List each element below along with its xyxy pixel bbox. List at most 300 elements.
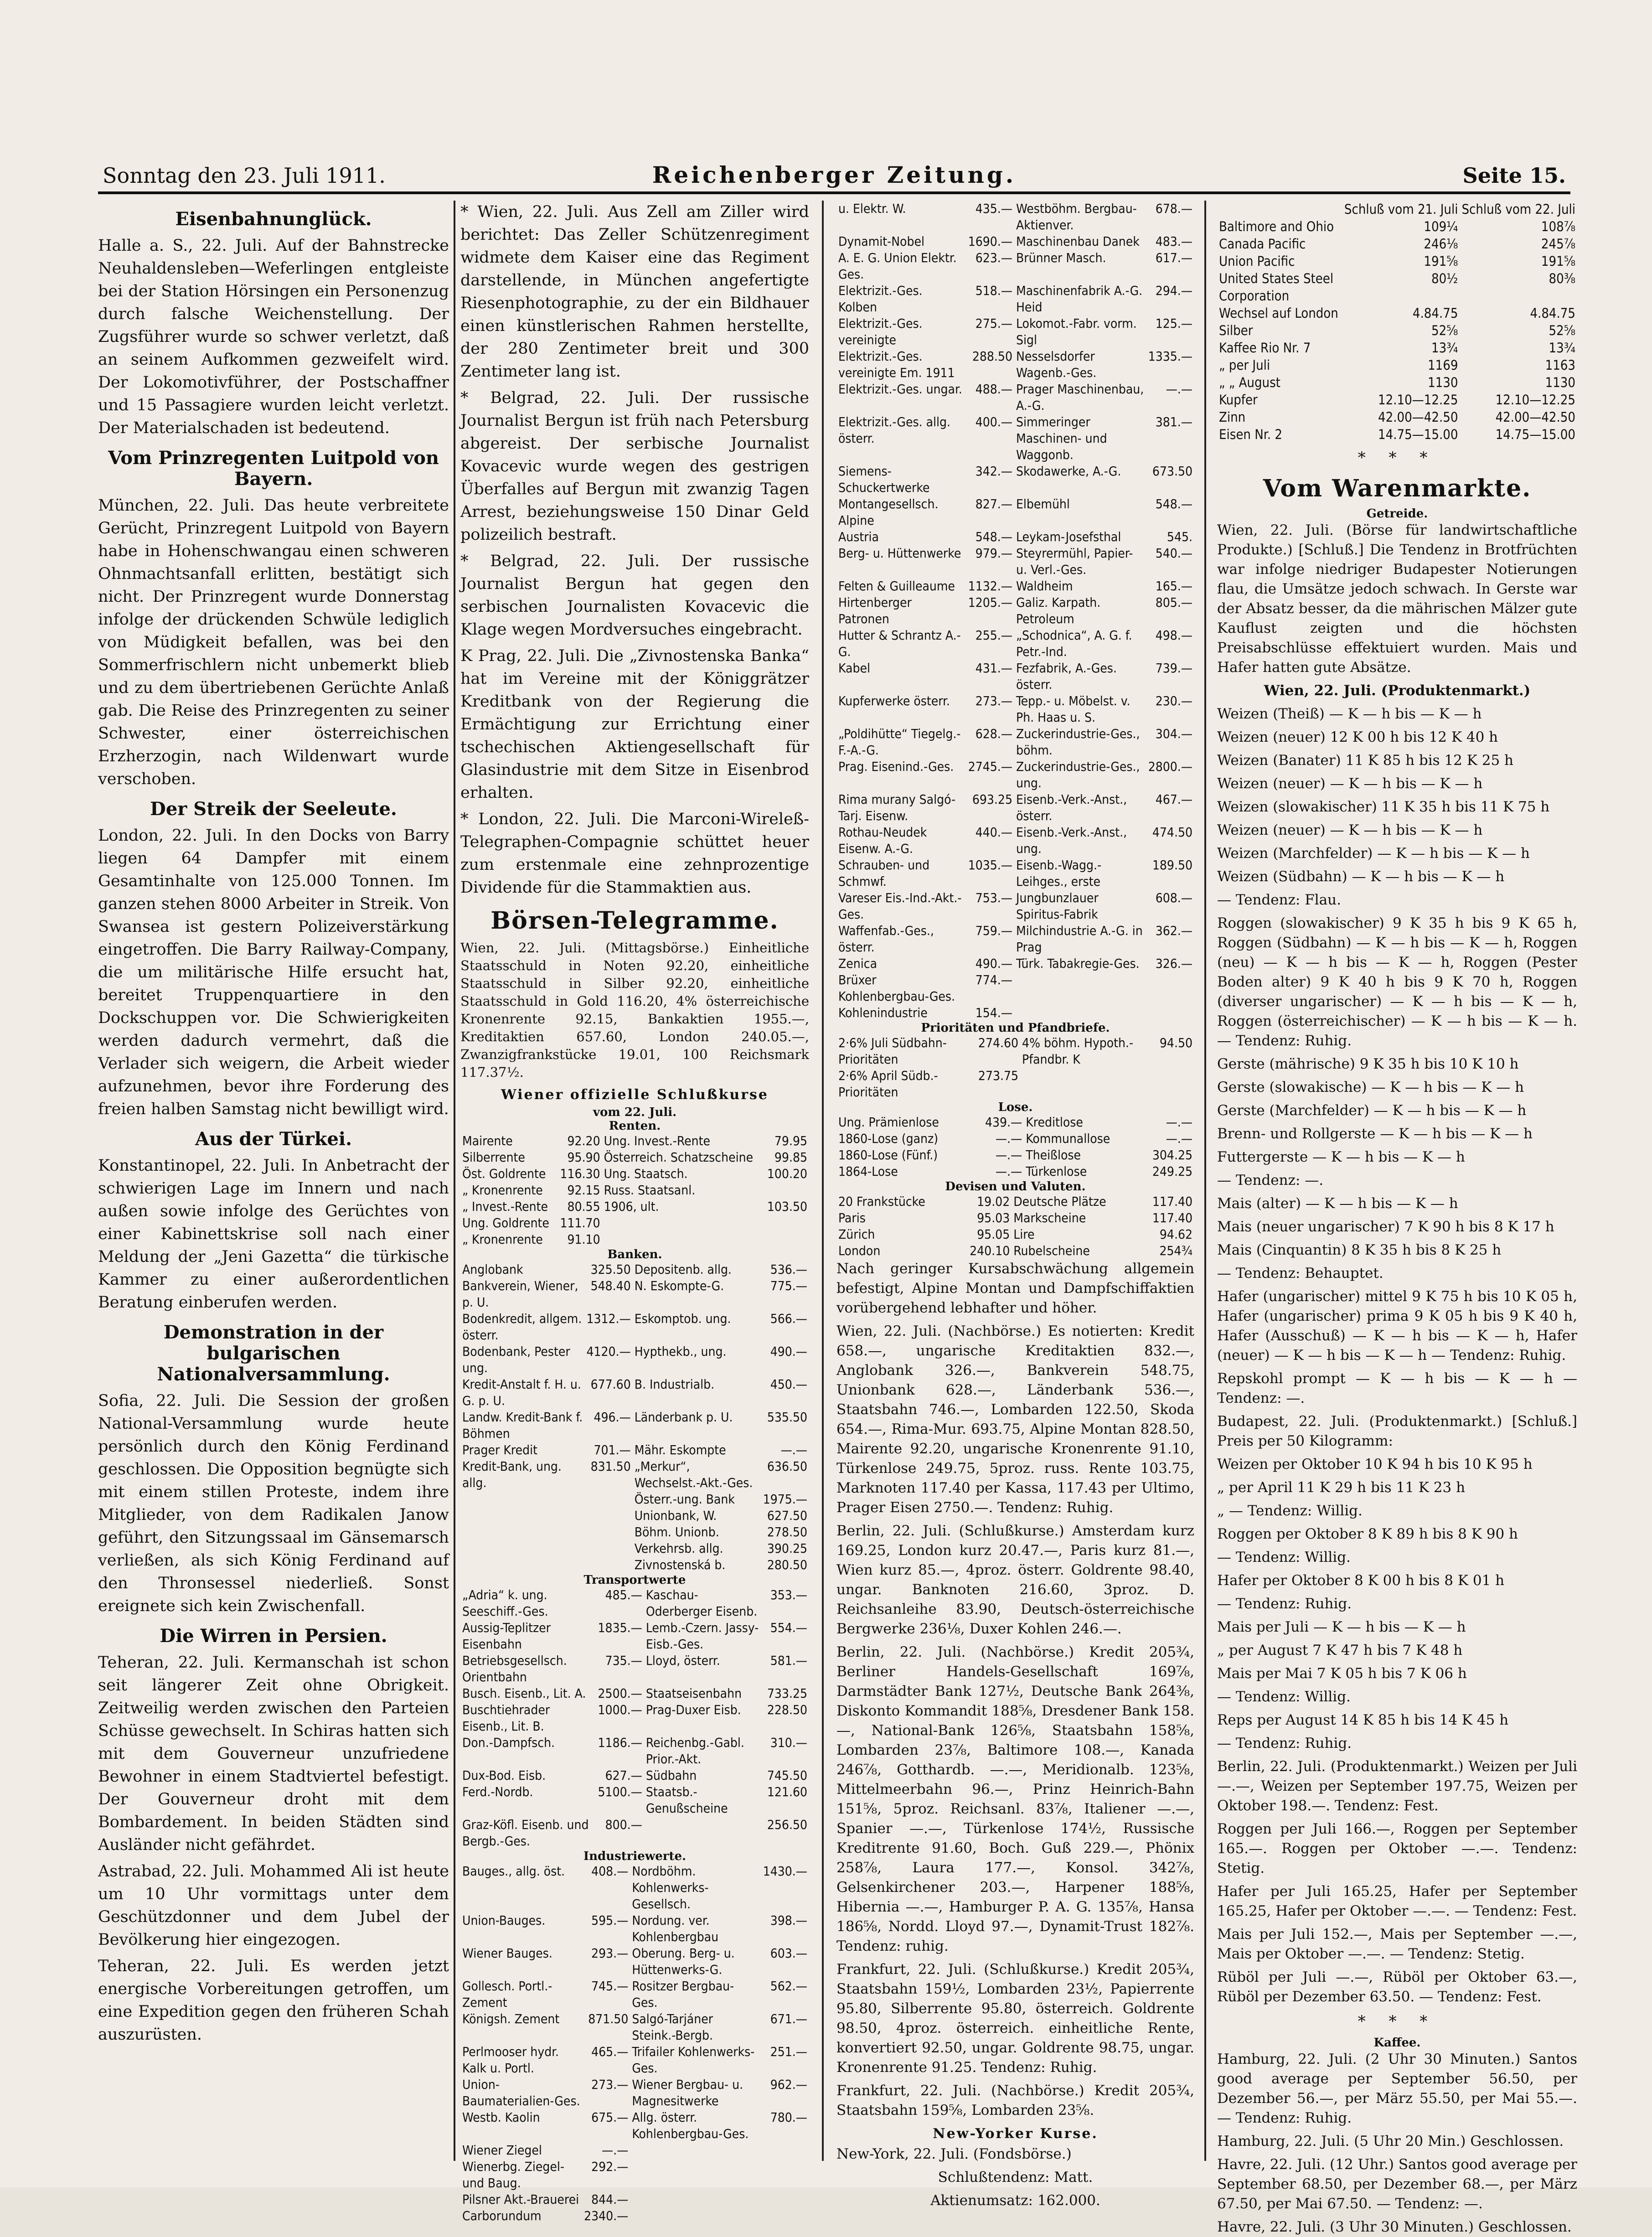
- security-name: Österreich. Schatzscheine: [604, 1149, 754, 1165]
- security-name: „Adria“ k. ung. Seeschiff.-Ges.: [462, 1587, 548, 1619]
- article-title: Demonstration in der bulgarischen Nationalversammlung.: [157, 1322, 390, 1385]
- section-title-boerse: Börsen-Telegramme.: [490, 907, 779, 935]
- price-value: 310.—: [770, 1735, 807, 1750]
- price-value: 274.60: [978, 1035, 1019, 1050]
- table-row: [460, 2109, 809, 2142]
- renten-title: Renten.: [609, 1119, 661, 1133]
- table-row: [460, 1133, 809, 1149]
- price-value: 548.—: [1155, 496, 1193, 511]
- security-name: Berg- u. Hüttenwerke: [838, 546, 961, 561]
- security-name: Don.-Dampfsch.: [462, 1735, 555, 1750]
- security-name: Prager Kredit: [462, 1442, 537, 1457]
- security-name: Eisen Nr. 2: [1219, 427, 1282, 442]
- price-value: 408.—: [591, 1863, 629, 1879]
- table-row: [460, 1166, 809, 1182]
- price-value: 117.40: [1152, 1210, 1193, 1225]
- security-name: Graz-Köfl. Eisenb. und Bergb.-Ges.: [462, 1817, 589, 1849]
- price-value: 490.—: [770, 1343, 807, 1359]
- security-name: Nesselsdorfer Wagenb.-Ges.: [1016, 349, 1097, 380]
- price-value: 19.02: [977, 1194, 1010, 1209]
- price-value: 1312.—: [586, 1311, 631, 1326]
- security-name: Länderbank p. U.: [634, 1409, 733, 1425]
- table-row: [1217, 391, 1577, 408]
- security-name: Bodenkredit, allgem. österr.: [462, 1311, 582, 1343]
- price-value: 52⅝: [1431, 323, 1458, 338]
- price-value: 362.—: [1155, 923, 1193, 938]
- table-row: [460, 1685, 809, 1702]
- security-name: Türkenlose: [1026, 1164, 1087, 1179]
- price-value: 439.—: [985, 1115, 1022, 1130]
- price-value: 554.—: [770, 1620, 807, 1635]
- article-title: Der Streik der Seeleute.: [150, 798, 397, 820]
- price-value: 627.50: [767, 1508, 807, 1523]
- article-body: London, 22. Juli. In den Docks von Barry liegen 64 Dampfer mit einem Gesamtinhalte von 125.000 Tonnen. Im ganzen stehen 8000 Arbeiter in Streik. Von Swansea ist gestern Polizeiverstärkung eingetroffen. Die Barry Railway-Company, die um militärische Hilfe ersucht hat, bereitet Truppenquartiere in den Dockschuppen vor. Die Schwierigkeiten werden dadurch vermehrt, daß die Verlader sich weigern, die Arbeit wieder aufzunehmen, bevor ihre Forderung des freien halben Samstag nicht bewilligt wird.: [98, 827, 449, 1118]
- security-name: Simmeringer Maschinen- und Waggonb.: [1016, 414, 1107, 462]
- price-value: 800.—: [605, 1817, 642, 1832]
- security-name: Schrauben- und Schmwf.: [838, 858, 930, 889]
- table-row: [836, 496, 1194, 529]
- price-value: 12.10—12.25: [1495, 392, 1575, 408]
- security-name: Maschinenfabrik A.-G. Heid: [1016, 283, 1143, 315]
- price-value: 116.30: [560, 1166, 600, 1181]
- renten-table: [460, 1133, 809, 1248]
- security-name: [630, 2142, 761, 2159]
- price-value: 566.—: [770, 1311, 807, 1326]
- price-value: 275.—: [975, 316, 1012, 331]
- table-row: [836, 348, 1194, 381]
- price-value: 100.20: [767, 1166, 807, 1181]
- price-value: 246⅛: [1424, 236, 1458, 252]
- security-name: Depositenb. allg.: [634, 1261, 732, 1277]
- security-name: Staatseisenbahn: [645, 1685, 742, 1701]
- security-name: Bankverein, Wiener, p. U.: [462, 1278, 578, 1310]
- table-row: [1217, 408, 1577, 426]
- market-line: Roggen per Oktober 8 K 89 h bis 8 K 90 h: [1217, 1525, 1518, 1542]
- table-row: [460, 1491, 809, 1508]
- article-title: Vom Prinzregenten Luitpold von Bayern.: [108, 447, 439, 490]
- table-row: [460, 1587, 809, 1620]
- table-row: [460, 1620, 809, 1653]
- price-value: 844.—: [591, 2191, 629, 2207]
- security-name: Elektrizit.-Ges. vereinigte Em. 1911: [838, 349, 955, 380]
- price-value: 617.—: [1155, 250, 1193, 265]
- price-value: 191⅝: [1541, 253, 1575, 269]
- security-name: Lloyd, österr.: [645, 1653, 720, 1668]
- table-row: [460, 1343, 809, 1376]
- price-value: —.—: [780, 1442, 807, 1457]
- security-name: Austria: [838, 529, 879, 544]
- price-value: 733.25: [767, 1685, 807, 1701]
- market-line: Mais (alter) — K — h bis — K — h: [1217, 1195, 1458, 1212]
- table-row: [460, 1945, 809, 1978]
- column-rule: [822, 201, 824, 2161]
- price-value: —.—: [1166, 1115, 1193, 1130]
- security-name: „ Kronenrente: [462, 1231, 543, 1247]
- price-value: 326.—: [1155, 956, 1193, 971]
- market-line: Mais per Juli — K — h bis — K — h: [1217, 1618, 1466, 1635]
- price-value: 1205.—: [968, 595, 1012, 610]
- security-name: „ „ August: [1219, 375, 1280, 390]
- price-value: 294.—: [1155, 283, 1193, 298]
- security-name: Gollesch. Portl.-Zement: [462, 1978, 552, 2010]
- price-value: —.—: [995, 1131, 1022, 1146]
- price-value: 774.—: [975, 972, 1012, 987]
- price-value: 1000.—: [598, 1702, 642, 1717]
- price-value: 979.—: [975, 546, 1012, 561]
- table-row: [836, 250, 1194, 283]
- security-name: Staatsb.-Genußscheine: [645, 1784, 728, 1816]
- market-line: „ per August 7 K 47 h bis 7 K 48 h: [1217, 1642, 1463, 1658]
- security-name: Nordböhm. Kohlenwerks-Gesellsch.: [632, 1863, 709, 1912]
- security-name: Zuckerindustrie-Ges., ung.: [1016, 759, 1140, 790]
- market-line: Hamburg, 22. Juli. (5 Uhr 20 Min.) Geschlossen.: [1217, 2133, 1564, 2149]
- news-item: * Wien, 22. Juli. Aus Zell am Ziller wird berichtet: Das Zeller Schützenregiment widmete dem Kaiser eine das Regiment darstellende, in München angefertigte Riesenphotographie, zu der ein Bildhauer einen künstlerischen Rahmen herstellte, der 280 Zentimeter breit und 300 Zentimeter lang ist.: [460, 203, 809, 381]
- price-value: 4.84.75: [1412, 305, 1458, 321]
- security-name: Türk. Tabakregie-Ges.: [1016, 956, 1140, 971]
- security-name: Salgó-Tarjáner Steink.-Bergb.: [632, 2011, 713, 2043]
- table-row: [836, 381, 1194, 414]
- price-value: 2340.—: [584, 2208, 629, 2223]
- security-name: Steyrermühl, Papier- u. Verl.-Ges.: [1016, 546, 1133, 577]
- price-value: 189.50: [1152, 858, 1193, 873]
- table-row: [836, 315, 1194, 348]
- security-name: Königsh. Zement: [462, 2011, 560, 2026]
- market-report: Berlin, 22. Juli. (Nachbörse.) Kredit 205¾, Berliner Handels-Gesellschaft 169⅞, Darmstädter Bank 127½, Deutsche Bank 264⅜, Diskonto Kommandit 188⅝, Dresdener Bank 158.—, National-Bank 126⅝, Staatsbahn 158⅝, Lombarden 23⅞, Baltimore 108.—, Kanada 246⅞, Gotthardb. —.—, Meridionalb. 123⅝, Mittelmeerbahn 96.—, Prinz Heinrich-Bahn 151⅝, 5proz. Reichsanl. 83⅞, Italiener —.—, Spanier —.—, Türkenlose 174½, Russische Kreditrente 91.60, Boch. Guß 229.—, Phönix 258⅞, Laura 177.—, Konsol. 342⅞, Gelsenkirchener 203.—, Harpener 188⅝, Hibernia —.—, Hamburger P. A. G. 135⅞, Hansa 186⅝, Nordd. Lloyd 97.—, Dynamit-Trust 182⅞. Tendenz: ruhig.: [836, 1644, 1194, 1954]
- table-row: [836, 233, 1194, 250]
- security-name: Anglobank: [462, 1261, 523, 1277]
- price-value: 636.50: [767, 1458, 807, 1474]
- security-name: „Merkur“, Wechselst.-Akt.-Ges.: [634, 1458, 753, 1490]
- market-line: Havre, 22. Juli. (3 Uhr 30 Minuten.) Geschlossen.: [1217, 2218, 1572, 2235]
- security-name: Reichenbg.-Gabl. Prior.-Akt.: [645, 1735, 744, 1767]
- table-row: [460, 1231, 809, 1248]
- column-3: [836, 201, 1194, 2209]
- table-row: [460, 1524, 809, 1540]
- price-value: 2500.—: [598, 1685, 642, 1701]
- security-name: Kommunallose: [1026, 1131, 1110, 1146]
- security-name: Union-Bauges.: [462, 1912, 546, 1928]
- price-value: 540.—: [1155, 546, 1193, 561]
- price-value: —.—: [1166, 382, 1193, 397]
- security-name: Ung. Staatsch.: [604, 1166, 688, 1181]
- issue-date: Sonntag den 23. Juli 1911.: [103, 163, 386, 188]
- security-name: [602, 1215, 763, 1231]
- price-value: 240.10: [970, 1243, 1010, 1258]
- security-name: 1906, ult.: [604, 1199, 659, 1214]
- price-value: 595.—: [591, 1912, 629, 1928]
- column-rule: [1204, 201, 1206, 2161]
- security-name: Lemb.-Czern. Jassy-Eisb.-Ges.: [645, 1620, 759, 1652]
- market-line: Roggen per Juli 166.—, Roggen per September 165.—. Roggen per Oktober —.—. Tendenz: Stetig.: [1217, 1820, 1577, 1876]
- security-name: u. Elektr. W.: [838, 201, 906, 216]
- security-name: [460, 1540, 584, 1557]
- security-name: London: [838, 1243, 881, 1258]
- market-line: Mais per Mai 7 K 05 h bis 7 K 06 h: [1217, 1665, 1467, 1682]
- ny-umsatz: Aktienumsatz: 162.000.: [930, 2192, 1100, 2209]
- price-value: 94.50: [1159, 1035, 1193, 1050]
- security-name: Bauges., allg. öst.: [462, 1863, 565, 1879]
- price-value: 431.—: [975, 661, 1012, 676]
- security-name: [460, 1557, 584, 1573]
- news-item: * London, 22. Juli. Die Marconi-Wireleß-Telegraphen-Compagnie schüttet heuer zum erstenmale eine zehnprozentige Dividende für die Stammaktien aus.: [460, 810, 809, 897]
- security-name: Dux-Bod. Eisb.: [462, 1767, 546, 1783]
- price-value: 42.00—42.50: [1495, 409, 1575, 425]
- price-value: 518.—: [975, 283, 1012, 298]
- security-name: 1864-Lose: [838, 1164, 898, 1179]
- table-row: [836, 1163, 1194, 1180]
- table-row: [836, 1226, 1194, 1243]
- market-line: Mais (neuer ungarischer) 7 K 90 h bis 8 K 17 h: [1217, 1218, 1554, 1235]
- price-value: 759.—: [975, 923, 1012, 938]
- price-value: 390.25: [767, 1540, 807, 1556]
- price-value: 450.—: [770, 1376, 807, 1392]
- table-row: [836, 594, 1194, 627]
- price-value: 154.—: [975, 1005, 1012, 1020]
- market-line: — Tendenz: Ruhig.: [1217, 1735, 1352, 1751]
- security-name: Hypthekb., ung.: [634, 1343, 727, 1359]
- article-title: Eisenbahnunglück.: [175, 208, 372, 230]
- table-row: [1217, 356, 1577, 374]
- security-name: Südbahn: [645, 1767, 697, 1783]
- security-name: Eisenb.-Wagg.-Leihges., erste: [1016, 858, 1102, 889]
- table-row: [836, 1193, 1194, 1210]
- security-name: [602, 1231, 763, 1248]
- market-line: Brenn- und Rollgerste — K — h bis — K — h: [1217, 1125, 1533, 1142]
- market-line: Futtergerste — K — h bis — K — h: [1217, 1148, 1465, 1165]
- price-value: 79.95: [774, 1133, 807, 1148]
- price-value: 165.—: [1155, 579, 1193, 594]
- market-line: — Tendenz: Behauptet.: [1217, 1265, 1384, 1281]
- security-name: Kaffee Rio Nr. 7: [1219, 340, 1311, 356]
- security-name: [460, 1508, 584, 1524]
- price-value: 251.—: [770, 2044, 807, 2059]
- banken-table: [460, 1261, 809, 1573]
- price-value: 254¾: [1159, 1243, 1193, 1258]
- security-name: Elbemühl: [1016, 496, 1070, 511]
- security-name: „ Kronenrente: [462, 1182, 543, 1198]
- transport-table: [460, 1587, 809, 1850]
- section-title-waren: Vom Warenmarkte.: [1263, 475, 1532, 502]
- security-name: Oberung. Berg- u. Hüttenwerks-G.: [632, 1945, 735, 1977]
- market-line: Gerste (slowakische) — K — h bis — K — h: [1217, 1079, 1524, 1095]
- security-name: Markscheine: [1013, 1210, 1086, 1225]
- security-name: Skodawerke, A.-G.: [1016, 464, 1121, 479]
- market-line: Hamburg, 22. Juli. (2 Uhr 30 Minuten.) Santos good average per September 56.50, per Dezember 56.—, per März 55.50, per Mai 55.—. — Tendenz: Ruhig.: [1217, 2051, 1577, 2126]
- security-name: Ung. Prämienlose: [838, 1115, 939, 1130]
- page-number: Seite 15.: [1462, 163, 1566, 188]
- security-name: 1860-Lose (ganz): [838, 1131, 939, 1146]
- price-value: 304.—: [1155, 726, 1193, 741]
- security-name: „Schodnica“, A. G. f. Petr.-Ind.: [1016, 628, 1132, 659]
- table-row: [836, 824, 1194, 857]
- market-line: Weizen (Theiß) — K — h bis — K — h: [1217, 705, 1482, 722]
- security-name: Betriebsgesellsch. Orientbahn: [462, 1653, 567, 1684]
- transport-title: Transportwerte: [583, 1573, 686, 1587]
- security-name: Aussig-Teplitzer Eisenbahn: [462, 1620, 551, 1652]
- table-row: [460, 1311, 809, 1343]
- security-name: Kupferwerke österr.: [838, 693, 950, 708]
- table-row: [1217, 339, 1577, 356]
- price-value: [763, 1231, 809, 1248]
- market-report: Wien, 22. Juli. (Börse für landwirtschaftliche Produkte.) [Schluß.] Die Tendenz in Brotfrüchten war infolge niedriger Budapester Notierungen flau, die Umsätze jedoch schwach. In Gerste war der Absatz besser, da die mährischen Mälzer gute Kauflust zeigten und die höchsten Preisabschlüsse effektuiert wurden. Mais und Hafer hatten gute Absätze.: [1217, 522, 1577, 676]
- security-name: Unionbank, W.: [634, 1508, 717, 1523]
- price-value: 400.—: [975, 414, 1012, 429]
- security-name: Hirtenberger Patronen: [838, 595, 912, 626]
- article-body: Sofia, 22. Juli. Die Session der großen National-Versammlung wurde heute persönlich durch den König Ferdinand geschlossen. Die Opposition begnügte sich mit einem stillen Proteste, indem ihre Mitglieder, von dem Radikalen Janow geführt, den Sitzungssaal im Gänsemarsch verließen, als sich König Ferdinand auf den Thronsessel niederließ. Sonst ereignete sich kein Zwischenfall.: [98, 1392, 449, 1615]
- price-value: 536.—: [770, 1261, 807, 1277]
- produkten-title: Wien, 22. Juli. (Produktenmarkt.): [1264, 682, 1531, 699]
- security-name: Öst. Goldrente: [462, 1166, 546, 1181]
- news-item: * Belgrad, 22. Juli. Der russische Journalist Bergun ist früh nach Petersburg abgereist. Der serbische Journalist Kovacevic wurde wegen des gestrigen Überfalles auf Bergun mit zwanzig Tagen Arrest, beziehungsweise 150 Dinar Geld polizeilich bestraft.: [460, 389, 809, 544]
- price-value: 677.60: [590, 1376, 631, 1392]
- security-name: 4% böhm. Hypoth.-Pfandbr. K: [1022, 1035, 1134, 1067]
- security-name: Elektrizit.-Ges. ungar.: [838, 382, 962, 397]
- price-value: 12.10—12.25: [1378, 392, 1458, 408]
- security-name: Carborundum: [462, 2208, 542, 2223]
- price-value: 92.20: [567, 1133, 600, 1148]
- security-name: Prag-Duxer Eisb.: [645, 1702, 741, 1717]
- ny-lead: New-York, 22. Juli. (Fondsbörse.): [836, 2146, 1072, 2162]
- devisen-table: [836, 1193, 1194, 1259]
- column-rule: [454, 201, 455, 2161]
- price-value: 91.10: [567, 1231, 600, 1247]
- security-name: Böhm. Unionb.: [634, 1524, 719, 1540]
- price-value: 4120.—: [586, 1343, 631, 1359]
- price-value: 962.—: [770, 2077, 807, 2092]
- price-value: [1158, 1068, 1194, 1100]
- col-head: Schluß vom 21. Juli: [1344, 201, 1458, 217]
- security-name: [644, 1817, 765, 1850]
- price-value: 1130: [1428, 375, 1458, 390]
- security-name: Eisenb.-Verk.-Anst., österr.: [1016, 792, 1127, 823]
- security-name: Ung. Goldrente: [462, 1215, 549, 1230]
- article-body: Konstantinopel, 22. Juli. In Anbetracht der schwierigen Lage im Innern und nach außen sowie infolge des Gerüchtes von einer Kabinettskrise soll nach einer Meldung der „Jeni Gazetta“ die türkische Kammer zu einer außerordentlichen Beratung einberufen werden.: [98, 1157, 449, 1312]
- column-2: [460, 201, 809, 2223]
- price-value: —.—: [995, 1164, 1022, 1179]
- ny-quotes-table: [1217, 201, 1577, 443]
- price-value: 1163: [1545, 357, 1575, 373]
- security-name: Zürich: [838, 1227, 875, 1242]
- market-line: Weizen (neuer) — K — h bis — K — h: [1217, 775, 1483, 792]
- price-value: 342.—: [975, 464, 1012, 479]
- ny-tendenz: Schlußtendenz: Matt.: [938, 2169, 1093, 2185]
- price-value: 483.—: [1155, 234, 1193, 249]
- price-value: [761, 2191, 809, 2208]
- table-row: [460, 1702, 809, 1735]
- security-name: Kaschau-Oderberger Eisenb.: [645, 1587, 758, 1619]
- security-name: Österr.-ung. Bank: [634, 1491, 735, 1507]
- price-value: [584, 1524, 632, 1540]
- price-value: 278.50: [767, 1524, 807, 1540]
- table-row: [836, 956, 1194, 972]
- security-name: Elektrizit.-Ges. allg. österr.: [838, 414, 951, 446]
- price-value: [584, 1557, 632, 1573]
- budapest-list: [1217, 1455, 1577, 1753]
- market-line: Gerste (mährische) 9 K 35 h bis 10 K 10 h: [1217, 1055, 1519, 1072]
- table-row: [460, 2159, 809, 2191]
- table-row: [460, 1376, 809, 1409]
- table-row: [1217, 270, 1577, 305]
- table-row: [460, 1199, 809, 1215]
- price-value: 548.—: [975, 529, 1012, 544]
- market-line: — Tendenz: Ruhig.: [1217, 1595, 1352, 1612]
- market-line: — Tendenz: Willig.: [1217, 1688, 1351, 1705]
- market-line: „ — Tendenz: Willig.: [1217, 1502, 1363, 1519]
- schluss-title: Wiener offizielle Schlußkurse: [501, 1086, 769, 1103]
- market-line: Weizen (neuer) 12 K 00 h bis 12 K 40 h: [1217, 728, 1498, 745]
- table-row: [836, 1147, 1194, 1163]
- kaffee-title: Kaffee.: [1373, 2036, 1421, 2050]
- security-name: 20 Frankstücke: [838, 1194, 925, 1209]
- price-value: 490.—: [975, 956, 1012, 971]
- security-name: „ per Juli: [1219, 357, 1270, 373]
- security-name: Mähr. Eskompte: [634, 1442, 726, 1457]
- price-value: 628.—: [975, 726, 1012, 741]
- price-value: 4.84.75: [1530, 305, 1575, 321]
- security-name: Canada Pacific: [1219, 236, 1306, 252]
- table-row: [460, 1540, 809, 1557]
- table-row: [836, 529, 1194, 545]
- security-name: 1860-Lose (Fünf.): [838, 1147, 938, 1162]
- security-name: Kabel: [838, 661, 870, 676]
- price-value: 80.55: [567, 1199, 600, 1214]
- price-value: 1130: [1545, 375, 1575, 390]
- table-row: [460, 1912, 809, 1945]
- table-row: [836, 201, 1194, 233]
- table-row: [1217, 235, 1577, 253]
- security-name: Vareser Eis.-Ind.-Akt.-Ges.: [838, 890, 962, 922]
- price-value: 5100.—: [598, 1784, 642, 1799]
- table-row: [460, 1278, 809, 1311]
- market-line: Mais (Cinquantin) 8 K 35 h bis 8 K 25 h: [1217, 1241, 1502, 1258]
- market-report: Frankfurt, 22. Juli. (Nachbörse.) Kredit 205¾, Staatsbahn 159⅝, Lombarden 23⅝.: [836, 2082, 1194, 2118]
- security-name: Bodenbank, Pester ung.: [462, 1343, 570, 1375]
- price-value: [584, 1508, 632, 1524]
- security-name: Maschinenbau Danek: [1016, 234, 1140, 249]
- price-value: 14.75—15.00: [1378, 427, 1458, 442]
- budapest-title: Budapest, 22. Juli. (Produktenmarkt.) [Schluß.] Preis per 50 Kilogramm:: [1217, 1413, 1577, 1449]
- table-row: [460, 2011, 809, 2044]
- security-name: „Poldihütte“ Tiegelg.-F.-A.-G.: [838, 726, 961, 758]
- market-line: Hafer (ungarischer) mittel 9 K 75 h bis 10 K 05 h, Hafer (ungarischer) prima 9 K 05 h bis 9 K 40 h, Hafer (Ausschuß) — K — h bis — K — h, Hafer (neuer) — K — h bis — K — h — Tendenz: Ruhig.: [1217, 1288, 1577, 1364]
- price-value: 1169: [1428, 357, 1458, 373]
- price-value: 678.—: [1155, 201, 1193, 216]
- price-value: 117.40: [1152, 1194, 1193, 1209]
- price-value: [761, 2159, 809, 2191]
- market-report: Wien, 22. Juli. (Nachbörse.) Es notierten: Kredit 658.—, ungarische Kreditaktien 832.—, Anglobank 326.—, Bankverein 548.75, Unionbank 628.—, Länderbank 536.—, Staatsbahn 746.—, Lombarden 122.50, Skoda 654.—, Rima-Mur. 693.75, Alpine Montan 828.50, Mairente 92.20, ungarische Kronenrente 91.10, Türkenlose 249.75, 5proz. russ. Rente 103.75, Marknoten 117.40 per Kassa, 117.43 per Ultimo, Prager Eisen 2750.—. Tendenz: Ruhig.: [836, 1323, 1194, 1516]
- security-name: Union Pacific: [1219, 253, 1295, 269]
- price-value: 1335.—: [1148, 349, 1193, 364]
- article-body: Teheran, 22. Juli. Kermanschah ist schon seit längerer Zeit ohne Obrigkeit. Zeitweilig werden zwischen den Parteien Schüsse gewechselt. In Schiras hatten sich mit dem Gouverneur unzufriedene Bewohner in einem Stadtviertel befestigt. Der Gouverneur droht mit dem Bombardement. In beiden Städten sind Ausländer nicht gefährdet.: [98, 1653, 449, 1854]
- wien-lead: Wien, 22. Juli. (Mittagsbörse.) Einheitliche Staatsschuld in Noten 92.20, einheitliche Staatsschuld in Silber 92.20, einheitliche Staatsschuld in Gold 116.20, 4% österreichische Kronenrente 92.15, Bankaktien 1955.—, Kreditaktien 657.60, London 240.05.—, Zwanzigfrankstücke 19.01, 100 Reichsmark 117.37½.: [460, 940, 809, 1080]
- price-value: 52⅝: [1549, 323, 1575, 338]
- table-row: [460, 1182, 809, 1199]
- price-value: 273.75: [978, 1068, 1019, 1083]
- security-name: Trifailer Kohlenwerks-Ges.: [632, 2044, 755, 2076]
- security-name: Lire: [1013, 1227, 1035, 1242]
- table-row: [836, 1005, 1194, 1021]
- price-value: 545.: [1167, 529, 1193, 544]
- table-row: [460, 2208, 809, 2224]
- market-line: Weizen (neuer) — K — h bis — K — h: [1217, 821, 1483, 838]
- security-name: A. E. G. Union Elektr. Ges.: [838, 250, 957, 282]
- security-name: Eskomptob. ung.: [634, 1311, 731, 1326]
- price-value: 191⅝: [1424, 253, 1458, 269]
- news-item: K Prag, 22. Juli. Die „Zivnostenska Banka“ hat im Vereine mit der Königgrätzer Kreditbank von der Regierung die Ermächtigung zur Errichtung einer tschechischen Aktiengesellschaft für Glasindustrie mit dem Sitze in Eisenbrod erhalten.: [460, 647, 809, 802]
- table-row: [460, 1458, 809, 1491]
- price-value: 249.25: [1152, 1164, 1193, 1179]
- table-row: [460, 1149, 809, 1166]
